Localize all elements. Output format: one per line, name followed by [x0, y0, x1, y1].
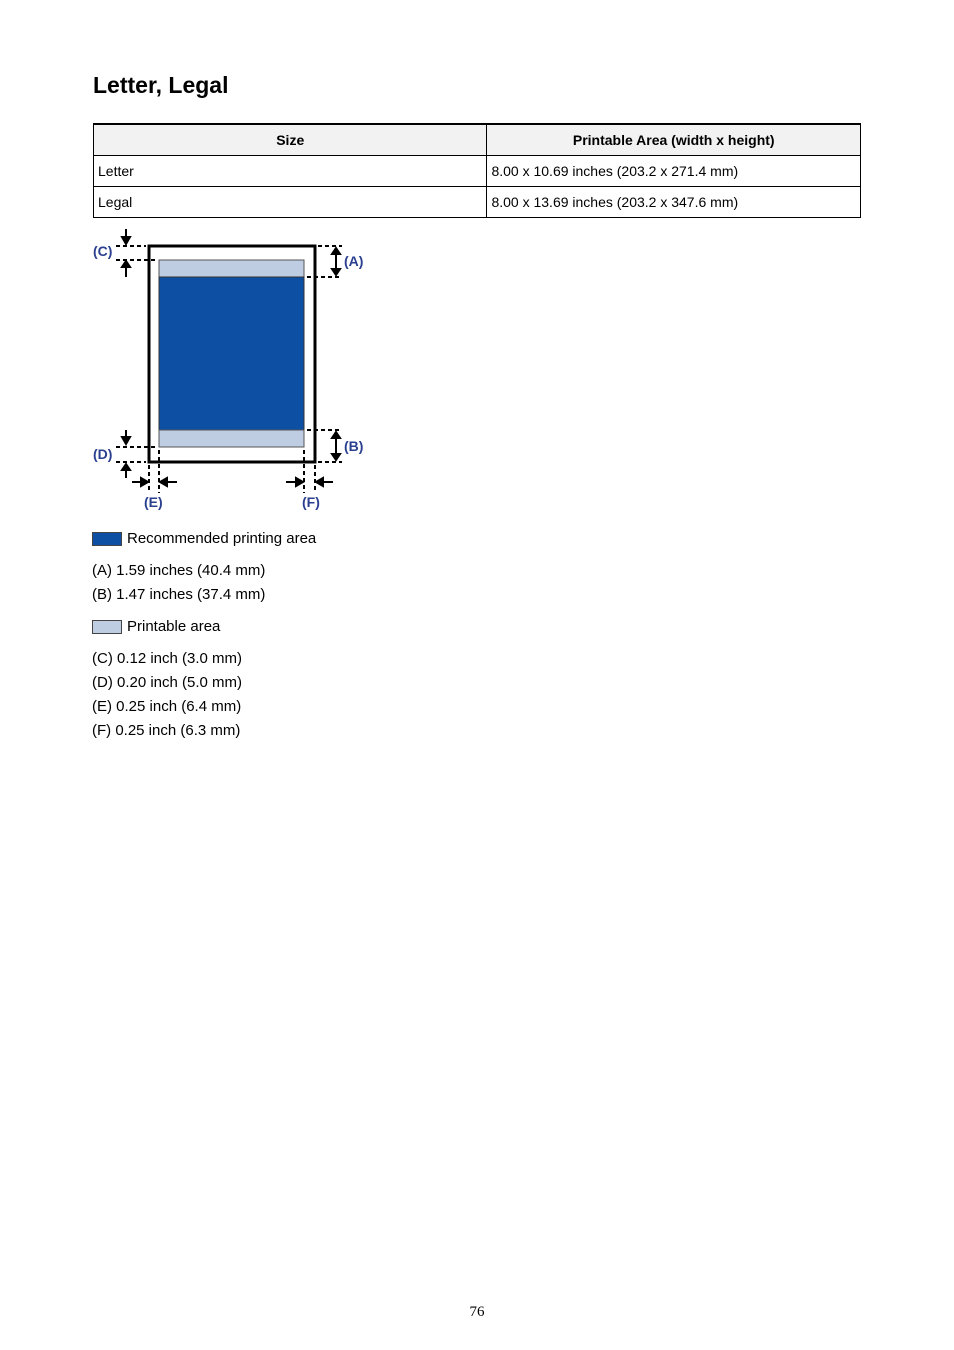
column-header-printable-area: Printable Area (width x height): [487, 124, 861, 156]
label-b: (B): [344, 438, 364, 454]
table-row: [94, 156, 861, 187]
label-a: (A): [344, 253, 364, 269]
legend-recommended-label: Recommended printing area: [127, 530, 317, 547]
recommended-area-swatch: [92, 532, 122, 546]
table-header-row: [94, 124, 861, 156]
spec-d: (D) 0.20 inch (5.0 mm): [92, 674, 243, 691]
spec-f: (F) 0.25 inch (6.3 mm): [92, 722, 241, 739]
spec-a: (A) 1.59 inches (40.4 mm): [92, 562, 266, 579]
printable-area-swatch: [92, 620, 122, 634]
paper-margin-diagram: [88, 225, 378, 520]
spec-e: (E) 0.25 inch (6.4 mm): [92, 698, 242, 715]
page-number: 76: [469, 1304, 485, 1320]
table-cell-size: Legal: [94, 187, 487, 218]
legend-recommended: [92, 528, 316, 550]
spec-b: (B) 1.47 inches (37.4 mm): [92, 586, 266, 603]
table-cell-area: 8.00 x 13.69 inches (203.2 x 347.6 mm): [487, 187, 861, 218]
printable-area-table: [93, 123, 861, 218]
table-row: [94, 187, 861, 218]
spec-c: (C) 0.12 inch (3.0 mm): [92, 650, 243, 667]
label-d: (D): [93, 446, 113, 462]
table-cell-size: Letter: [94, 156, 487, 187]
printable-area-top: [159, 260, 304, 277]
label-f: (F): [302, 494, 320, 510]
page-title: Letter, Legal: [93, 72, 229, 98]
label-e: (E): [144, 494, 163, 510]
table-cell-area: 8.00 x 10.69 inches (203.2 x 271.4 mm): [487, 156, 861, 187]
printable-area-bottom: [159, 430, 304, 447]
column-header-size: Size: [94, 124, 487, 156]
legend-printable: [92, 616, 220, 638]
recommended-printing-area: [159, 277, 304, 430]
legend-printable-label: Printable area: [127, 618, 221, 635]
label-c: (C): [93, 243, 113, 259]
